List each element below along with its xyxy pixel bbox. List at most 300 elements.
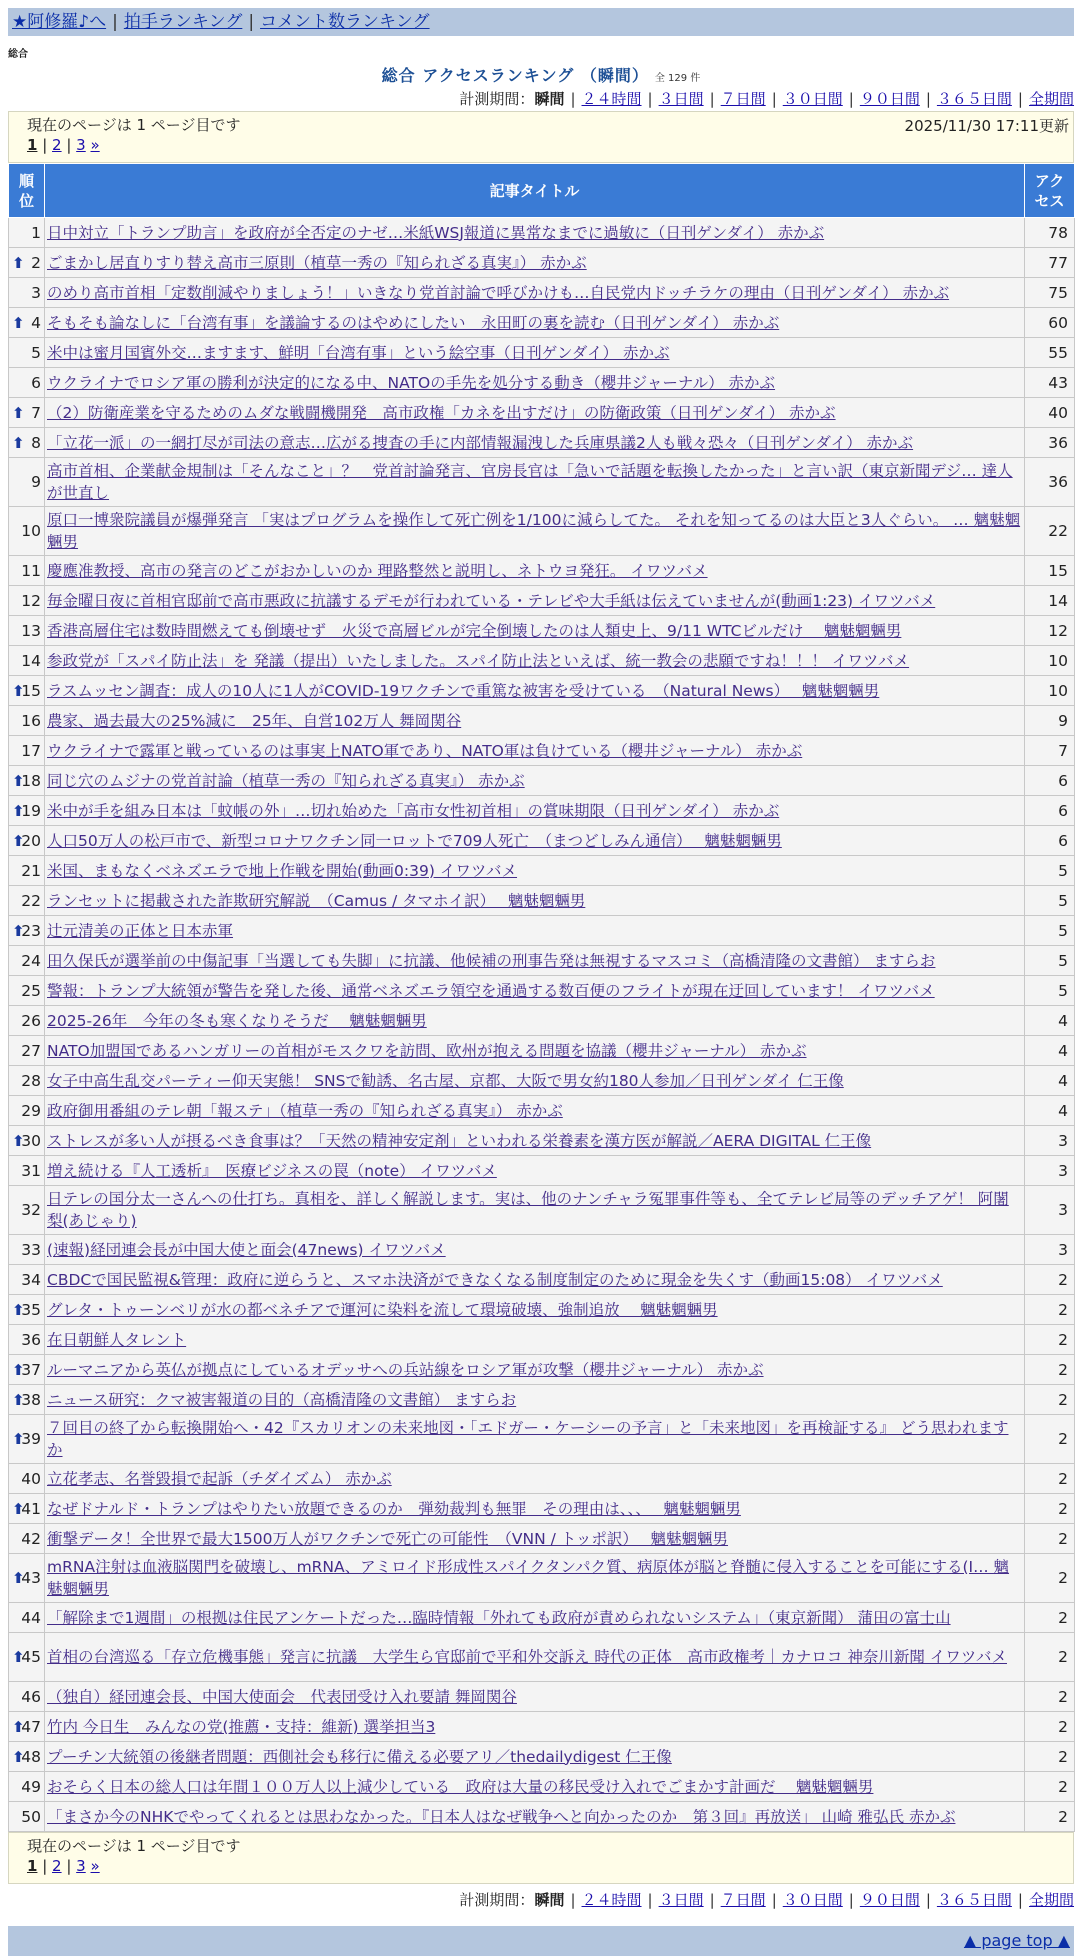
- rank-cell: [9, 676, 45, 706]
- article-title-link[interactable]: ラスムッセン調査：成人の10人に1人がCOVID-19ワクチンで重篤な被害を受けている （Natural News） 魑魅魍魎男: [47, 681, 880, 700]
- article-title-link[interactable]: 政府御用番組のテレ朝「報ステ」（植草一秀の『知られざる真実』） 赤かぶ: [47, 1101, 563, 1120]
- period-selector-top: [8, 87, 1074, 111]
- applause-ranking-link[interactable]: 拍手ランキング: [123, 12, 243, 32]
- rank-number: 20: [21, 831, 41, 850]
- title-cell: [45, 676, 1025, 706]
- rank-number: 21: [21, 861, 41, 880]
- access-count: 5: [1025, 946, 1075, 976]
- rank-cell: [9, 368, 45, 398]
- access-count: 2: [1025, 1325, 1075, 1355]
- period-option[interactable]: ３日間: [658, 90, 704, 108]
- table-row: [9, 976, 1075, 1006]
- access-count: 4: [1025, 1006, 1075, 1036]
- next-page-link[interactable]: »: [90, 1857, 100, 1875]
- title-cell: [45, 1415, 1025, 1464]
- rank-cell: [9, 976, 45, 1006]
- rank-number: 13: [21, 621, 41, 640]
- title-cell: [45, 1603, 1025, 1633]
- article-title-link[interactable]: 毎金曜日夜に首相官邸前で高市悪政に抗議するデモが行われている・テレビや大手紙は伝えていませんが(動画1:23) イワツバメ: [47, 591, 936, 610]
- table-row: [9, 1385, 1075, 1415]
- rank-number: 37: [21, 1360, 41, 1379]
- separator: |: [61, 1857, 77, 1875]
- rank-cell: [9, 916, 45, 946]
- rank-cell: [9, 616, 45, 646]
- title-cell: [45, 308, 1025, 338]
- current-page-number: 1: [27, 1857, 38, 1875]
- access-count: 2: [1025, 1295, 1075, 1325]
- rank-cell: [9, 1325, 45, 1355]
- title-cell: [45, 1126, 1025, 1156]
- rank-cell: [9, 1633, 45, 1682]
- access-count: 2: [1025, 1554, 1075, 1603]
- period-list: [534, 1891, 1074, 1909]
- up-arrow-icon: ⬆: [12, 1360, 25, 1379]
- rank-cell: [9, 1265, 45, 1295]
- article-title-link[interactable]: 辻元清美の正体と日本赤軍: [47, 921, 234, 940]
- rank-cell: [9, 1355, 45, 1385]
- rank-cell: [9, 1096, 45, 1126]
- access-count: 2: [1025, 1265, 1075, 1295]
- current-page-label: 現在のページは 1 ページ目です: [27, 1837, 241, 1855]
- rank-cell: [9, 278, 45, 308]
- rank-cell: [9, 398, 45, 428]
- separator: |: [647, 1891, 653, 1909]
- access-count: 5: [1025, 916, 1075, 946]
- title-cell: [45, 706, 1025, 736]
- access-count: 5: [1025, 856, 1075, 886]
- article-title-link[interactable]: 香港高層住宅は数時間燃えても倒壊せず 火災で高層ビルが完全倒壊したのは人類史上、9/11 WTCビルだけ 魑魅魍魎男: [47, 621, 902, 640]
- title-cell: [45, 556, 1025, 586]
- article-title-link[interactable]: 警報：トランプ大統領が警告を発した後、通常ベネズエラ領空を通過する数百便のフライトが現在迂回しています！ イワツバメ: [47, 981, 935, 1000]
- rank-cell: [9, 338, 45, 368]
- rank-number: 43: [21, 1569, 41, 1587]
- article-title-link[interactable]: 2025-26年 今年の冬も寒くなりそうだ 魑魅魍魎男: [47, 1011, 427, 1030]
- title-cell: [45, 1096, 1025, 1126]
- rank-cell: [9, 1554, 45, 1603]
- access-count: 7: [1025, 736, 1075, 766]
- table-row: [9, 1415, 1075, 1464]
- article-title-link[interactable]: 人口50万人の松戸市で、新型コロナワクチン同一ロットで709人死亡 （まつどしみん通信） 魑魅魍魎男: [47, 831, 782, 850]
- period-option[interactable]: ７日間: [720, 90, 766, 108]
- article-title-link[interactable]: 米中は蜜月国賓外交…ますます、鮮明「台湾有事」という絵空事（日刊ゲンダイ） 赤かぶ: [47, 343, 670, 362]
- current-page-number: 1: [27, 136, 38, 154]
- rank-number: 16: [21, 711, 41, 730]
- article-title-link[interactable]: ウクライナで露軍と戦っているのは事実上NATO軍であり、NATO軍は負けている（櫻井ジャーナル） 赤かぶ: [47, 741, 803, 760]
- period-option[interactable]: ３日間: [658, 1891, 704, 1909]
- title-cell: [45, 1712, 1025, 1742]
- table-row: [9, 1096, 1075, 1126]
- rank-number: 41: [21, 1499, 41, 1518]
- article-title-link[interactable]: グレタ・トゥーンベリが水の都ベネチアで運河に染料を流して環境破壊、強制追放 魑魅魍魎男: [47, 1300, 718, 1319]
- title-cell: [45, 586, 1025, 616]
- period-option[interactable]: ７日間: [720, 1891, 766, 1909]
- separator: |: [248, 12, 255, 32]
- rank-cell: [9, 556, 45, 586]
- separator: |: [771, 90, 777, 108]
- separator: |: [1017, 90, 1023, 108]
- up-arrow-icon: ⬆: [12, 313, 25, 332]
- rank-number: 36: [21, 1330, 41, 1349]
- title-cell: [45, 368, 1025, 398]
- rank-number: 49: [21, 1777, 41, 1796]
- page-title-row: [8, 65, 1074, 87]
- pagination-box-top: [8, 111, 1074, 163]
- rank-number: 33: [21, 1240, 41, 1259]
- article-title-link[interactable]: CBDCで国民監視&管理：政府に逆らうと、スマホ決済ができなくなる制度制定のために現金を失くす（動画15:08） イワツバメ: [47, 1270, 943, 1289]
- title-cell: [45, 1742, 1025, 1772]
- table-row: [9, 796, 1075, 826]
- rank-cell: [9, 886, 45, 916]
- asyura-home-link[interactable]: ★阿修羅♪へ: [12, 12, 107, 32]
- access-count: 40: [1025, 398, 1075, 428]
- rank-number: 38: [21, 1390, 41, 1409]
- title-cell: [45, 646, 1025, 676]
- ranking-table: [8, 163, 1075, 1832]
- article-title-link[interactable]: ニュース研究：クマ被害報道の目的（高橋清隆の文書館） ますらお: [47, 1390, 517, 1409]
- rank-number: 14: [21, 651, 41, 670]
- title-cell: [45, 1156, 1025, 1186]
- title-cell: [45, 946, 1025, 976]
- period-selector-bottom: [8, 1888, 1074, 1912]
- separator: |: [848, 90, 854, 108]
- access-count: 9: [1025, 706, 1075, 736]
- title-cell: [45, 1235, 1025, 1265]
- title-cell: [45, 766, 1025, 796]
- rank-number: 3: [31, 283, 41, 302]
- table-row: [9, 1633, 1075, 1682]
- title-cell: [45, 1682, 1025, 1712]
- period-option[interactable]: ３６５日間: [936, 1891, 1012, 1909]
- article-title-link[interactable]: 在日朝鮮人タレント: [47, 1330, 187, 1349]
- rank-cell: [9, 1603, 45, 1633]
- access-count: 14: [1025, 586, 1075, 616]
- page-link[interactable]: 3: [76, 136, 86, 154]
- access-count: 55: [1025, 338, 1075, 368]
- rank-number: 9: [31, 473, 41, 491]
- access-count: 10: [1025, 646, 1075, 676]
- page-link[interactable]: 3: [76, 1857, 86, 1875]
- article-title-link[interactable]: 日中対立「トランプ助言」を政府が全否定のナゼ…米紙WSJ報道に異常なまでに過敏に（日刊ゲンダイ） 赤かぶ: [47, 223, 825, 242]
- title-cell: [45, 976, 1025, 1006]
- table-row: [9, 218, 1075, 248]
- access-count: 5: [1025, 886, 1075, 916]
- article-title-link[interactable]: 田久保氏が選挙前の中傷記事「当選しても失脚」に抗議、他候補の刑事告発は無視するマスコミ（高橋清隆の文書館） ますらお: [47, 951, 936, 970]
- article-title-link[interactable]: mRNA注射は血液脳関門を破壊し、mRNA、アミロイド形成性スパイクタンパク質、病原体が脳と脊髄に侵入することを可能にする(I… 魑魅魍魎男: [47, 1558, 1010, 1598]
- table-row: [9, 1355, 1075, 1385]
- rank-number: 26: [21, 1011, 41, 1030]
- rank-cell: [9, 796, 45, 826]
- rank-number: 1: [31, 223, 41, 242]
- access-count: 5: [1025, 976, 1075, 1006]
- table-row: [9, 1464, 1075, 1494]
- article-title-link[interactable]: 参政党が「スパイ防止法」を 発議（提出）いたしました。スパイ防止法といえば、統一教会の悲願ですね！！！ イワツバメ: [47, 651, 910, 670]
- access-count: 2: [1025, 1772, 1075, 1802]
- access-count: 77: [1025, 248, 1075, 278]
- rank-number: 15: [21, 681, 41, 700]
- article-title-link[interactable]: ごまかし居直りすり替え高市三原則（植草一秀の『知られざる真実』） 赤かぶ: [47, 253, 587, 272]
- separator: |: [570, 1891, 576, 1909]
- title-cell: [45, 428, 1025, 458]
- table-row: [9, 646, 1075, 676]
- period-option[interactable]: ３０日間: [782, 1891, 843, 1909]
- title-cell: [45, 1385, 1025, 1415]
- table-row: [9, 946, 1075, 976]
- access-count: 3: [1025, 1186, 1075, 1235]
- up-arrow-icon: ⬆: [12, 1390, 25, 1409]
- up-arrow-icon: ⬆: [12, 1499, 25, 1518]
- title-cell: [45, 1524, 1025, 1554]
- access-count: 2: [1025, 1385, 1075, 1415]
- title-cell: [45, 1295, 1025, 1325]
- title-cell: [45, 1772, 1025, 1802]
- table-row: [9, 766, 1075, 796]
- total-count: 全 129 件: [654, 73, 701, 84]
- separator: |: [112, 12, 118, 32]
- article-title-link[interactable]: のめり高市首相「定数削減やりましょう！」いきなり党首討論で呼びかけも…自民党内ドッチラケの理由（日刊ゲンダイ） 赤かぶ: [47, 283, 950, 302]
- article-title-link[interactable]: 米国、まもなくベネズエラで地上作戦を開始(動画0:39) イワツバメ: [47, 861, 518, 880]
- article-title-link[interactable]: ストレスが多い人が摂るべき食事は？「天然の精神安定剤」といわれる栄養素を漢方医が解説／AERA DIGITAL 仁王像: [47, 1131, 872, 1150]
- article-title-link[interactable]: 増え続ける『人工透析』 医療ビジネスの罠（note） イワツバメ: [47, 1161, 497, 1180]
- rank-number: 46: [21, 1687, 41, 1706]
- period-option: 瞬間: [534, 90, 565, 108]
- article-title-link[interactable]: NATO加盟国であるハンガリーの首相がモスクワを訪問、欧州が抱える問題を協議（櫻井ジャーナル） 赤かぶ: [47, 1041, 807, 1060]
- table-row: [9, 736, 1075, 766]
- bottom-bar: [8, 1926, 1074, 1956]
- rank-cell: [9, 1295, 45, 1325]
- access-count: 3: [1025, 1156, 1075, 1186]
- table-row: [9, 1494, 1075, 1524]
- title-cell: [45, 218, 1025, 248]
- article-title-link[interactable]: 農家、過去最大の25%減に 25年、自営102万人 舞岡関谷: [47, 711, 462, 730]
- article-title-link[interactable]: 「解除まで1週間」の根拠は住民アンケートだった…臨時情報「外れても政府が責められないシステム」（東京新聞） 蒲田の富士山: [47, 1608, 951, 1627]
- access-count: 43: [1025, 368, 1075, 398]
- access-count: 2: [1025, 1802, 1075, 1832]
- rank-cell: [9, 1802, 45, 1832]
- rank-number: 40: [21, 1469, 41, 1488]
- rank-number: 24: [21, 951, 41, 970]
- rank-number: 23: [21, 921, 41, 940]
- article-title-link[interactable]: 原口一博衆院議員が爆弾発言 「実はプログラムを操作して死亡例を1/100に減らしてた。 それを知ってるのは大臣と3人ぐらい。 … 魑魅魍魎男: [47, 511, 1021, 551]
- rank-number: 8: [31, 433, 41, 452]
- article-title-link[interactable]: プーチン大統領の後継者問題：西側社会も移行に備える必要アリ／thedailydigest 仁王像: [47, 1747, 672, 1766]
- up-arrow-icon: ⬆: [12, 1430, 25, 1448]
- rank-cell: [9, 1235, 45, 1265]
- rank-number: 45: [21, 1648, 41, 1666]
- rank-number: 11: [21, 561, 41, 580]
- title-cell: [45, 248, 1025, 278]
- access-count: 2: [1025, 1355, 1075, 1385]
- rank-cell: [9, 706, 45, 736]
- article-title-link[interactable]: 日テレの国分太一さんへの仕打ち。真相を、詳しく解説します。実は、他のナンチャラ冤罪事件等も、全てテレビ局等のデッチアゲ！ 阿闍梨(あじゃり): [47, 1190, 1009, 1230]
- rank-cell: [9, 1682, 45, 1712]
- header-rank: 順位: [9, 164, 45, 218]
- article-title-link[interactable]: （独自）経団連会長、中国大使面会 代表団受け入れ要請 舞岡関谷: [47, 1687, 517, 1706]
- separator: |: [925, 1891, 931, 1909]
- article-title-link[interactable]: ランセットに掲載された詐欺研究解説 （Camus / タマホイ訳） 魑魅魍魎男: [47, 891, 586, 910]
- table-row: [9, 1036, 1075, 1066]
- title-cell: [45, 278, 1025, 308]
- title-cell: [45, 338, 1025, 368]
- table-row: [9, 1295, 1075, 1325]
- rank-cell: [9, 1126, 45, 1156]
- up-arrow-icon: ⬆: [12, 771, 25, 790]
- rank-number: 2: [31, 253, 41, 272]
- access-count: 4: [1025, 1066, 1075, 1096]
- period-option[interactable]: ２４時間: [581, 1891, 642, 1909]
- table-row: [9, 706, 1075, 736]
- article-title-link[interactable]: そもそも論なしに「台湾有事」を議論するのはやめにしたい 永田町の裏を読む（日刊ゲンダイ） 赤かぶ: [47, 313, 780, 332]
- table-row: [9, 338, 1075, 368]
- comment-ranking-link[interactable]: コメント数ランキング: [260, 12, 430, 32]
- title-cell: [45, 1464, 1025, 1494]
- page-top-link[interactable]: ▲ page top ▲: [963, 1931, 1070, 1950]
- separator: |: [771, 1891, 777, 1909]
- title-cell: [45, 1802, 1025, 1832]
- rank-number: 50: [21, 1807, 41, 1826]
- rank-number: 48: [21, 1747, 41, 1766]
- table-row: [9, 1603, 1075, 1633]
- table-row: [9, 1265, 1075, 1295]
- up-arrow-icon: ⬆: [12, 1747, 25, 1766]
- rank-cell: [9, 1036, 45, 1066]
- table-row: [9, 1712, 1075, 1742]
- separator: |: [61, 136, 77, 154]
- up-arrow-icon: ⬆: [12, 433, 25, 452]
- period-option[interactable]: ３６５日間: [936, 90, 1012, 108]
- period-list: [534, 90, 1074, 108]
- access-count: 36: [1025, 428, 1075, 458]
- current-page-label: 現在のページは 1 ページ目です: [27, 116, 241, 134]
- table-row: [9, 428, 1075, 458]
- article-title-link[interactable]: (速報)経団連会長が中国大使と面会(47news) イワツバメ: [47, 1240, 446, 1259]
- article-title-link[interactable]: 立花孝志、名誉毀損で起訴（チダイズム） 赤かぶ: [47, 1469, 392, 1488]
- table-row: [9, 368, 1075, 398]
- title-cell: [45, 1633, 1025, 1682]
- access-count: 10: [1025, 676, 1075, 706]
- rank-cell: [9, 1524, 45, 1554]
- next-page-link[interactable]: »: [90, 136, 100, 154]
- up-arrow-icon: ⬆: [12, 681, 25, 700]
- pagination-box-bottom: [8, 1832, 1074, 1884]
- article-title-link[interactable]: 慶應准教授、高市の発言のどこがおかしいのか 理路整然と説明し、ネトウヨ発狂。 イワツバメ: [47, 561, 708, 580]
- article-title-link[interactable]: 衝撃データ！全世界で最大1500万人がワクチンで死亡の可能性 （VNN / トッポ訳） 魑魅魍魎男: [47, 1529, 729, 1548]
- table-row: [9, 616, 1075, 646]
- rank-cell: [9, 1772, 45, 1802]
- access-count: 2: [1025, 1494, 1075, 1524]
- period-option[interactable]: ９０日間: [859, 90, 920, 108]
- period-option[interactable]: 全期間: [1028, 1891, 1074, 1909]
- rank-cell: [9, 458, 45, 507]
- access-count: 75: [1025, 278, 1075, 308]
- rank-number: 12: [21, 591, 41, 610]
- table-row: [9, 248, 1075, 278]
- access-count: 2: [1025, 1682, 1075, 1712]
- section-label: 総合: [8, 49, 28, 60]
- access-count: 2: [1025, 1464, 1075, 1494]
- rank-number: 31: [21, 1161, 41, 1180]
- table-row: [9, 856, 1075, 886]
- table-row: [9, 458, 1075, 507]
- access-count: 6: [1025, 826, 1075, 856]
- title-cell: [45, 1036, 1025, 1066]
- rank-number: 28: [21, 1071, 41, 1090]
- rank-number: 17: [21, 741, 41, 760]
- rank-number: 27: [21, 1041, 41, 1060]
- separator: |: [37, 1857, 53, 1875]
- rank-number: 5: [31, 343, 41, 362]
- article-title-link[interactable]: （2）防衛産業を守るためのムダな戦闘機開発 高市政権「カネを出すだけ」の防衛政策（日刊ゲンダイ） 赤かぶ: [47, 403, 836, 422]
- access-count: 36: [1025, 458, 1075, 507]
- title-cell: [45, 1554, 1025, 1603]
- period-option[interactable]: ２４時間: [581, 90, 642, 108]
- rank-number: 4: [31, 313, 41, 332]
- up-arrow-icon: ⬆: [12, 403, 25, 422]
- page-links: [27, 135, 1067, 155]
- period-label: 計測期間：: [459, 1891, 535, 1909]
- article-title-link[interactable]: 女子中高生乱交パーティー仰天実態！ SNSで勧誘、名古屋、京都、大阪で男女約180人参加／日刊ゲンダイ 仁王像: [47, 1071, 844, 1090]
- article-title-link[interactable]: 首相の台湾巡る「存立危機事態」発言に抗議 大学生ら官邸前で平和外交訴え 時代の正体 高市政権考｜カナロコ 神奈川新聞 イワツバメ: [47, 1648, 1007, 1666]
- rank-number: 47: [21, 1717, 41, 1736]
- article-title-link[interactable]: 同じ穴のムジナの党首討論（植草一秀の『知られざる真実』） 赤かぶ: [47, 771, 525, 790]
- table-row: [9, 556, 1075, 586]
- title-cell: [45, 1265, 1025, 1295]
- table-row: [9, 1066, 1075, 1096]
- rank-cell: [9, 428, 45, 458]
- period-option[interactable]: ９０日間: [859, 1891, 920, 1909]
- article-title-link[interactable]: 「立花一派」の一網打尽が司法の意志…広がる捜査の手に内部情報漏洩した兵庫県議2人も戦々恐々（日刊ゲンダイ） 赤かぶ: [47, 433, 914, 452]
- table-row: [9, 1682, 1075, 1712]
- rank-cell: [9, 1385, 45, 1415]
- rank-cell: [9, 308, 45, 338]
- article-title-link[interactable]: 「まさか今のNHKでやってくれるとは思わなかった。『日本人はなぜ戦争へと向かったのか 第３回』再放送」 山崎 雅弘氏 赤かぶ: [47, 1807, 956, 1826]
- period-option[interactable]: 全期間: [1028, 90, 1074, 108]
- article-title-link[interactable]: ウクライナでロシア軍の勝利が決定的になる中、NATOの手先を処分する動き（櫻井ジャーナル） 赤かぶ: [47, 373, 776, 392]
- title-cell: [45, 1006, 1025, 1036]
- table-row: [9, 886, 1075, 916]
- rank-number: 44: [21, 1608, 41, 1627]
- period-label: 計測期間：: [459, 90, 535, 108]
- title-cell: [45, 1066, 1025, 1096]
- article-title-link[interactable]: ７回目の終了から転換開始へ・42『スカリオンの未来地図・「エドガー・ケーシーの予言」と「未来地図」を再検証する』 どう思われますか: [47, 1419, 1009, 1459]
- access-count: 6: [1025, 796, 1075, 826]
- article-title-link[interactable]: 高市首相、企業献金規制は「そんなこと」？ 党首討論発言、官房長官は「急いで話題を転換したかった」と言い訳（東京新聞デジ… 達人が世直し: [47, 462, 1013, 502]
- article-title-link[interactable]: おそらく日本の総人口は年間１００万人以上減少している 政府は大量の移民受け入れでごまかす計画だ 魑魅魍魎男: [47, 1777, 874, 1796]
- article-title-link[interactable]: 竹内 今日生 みんなの党(推薦・支持：維新) 選挙担当3: [47, 1717, 436, 1736]
- rank-cell: [9, 507, 45, 556]
- access-count: 78: [1025, 218, 1075, 248]
- rank-cell: [9, 736, 45, 766]
- separator: |: [570, 90, 576, 108]
- rank-cell: [9, 1742, 45, 1772]
- page-link[interactable]: 2: [52, 136, 62, 154]
- rank-number: 35: [21, 1300, 41, 1319]
- page-link[interactable]: 2: [52, 1857, 62, 1875]
- separator: |: [709, 1891, 715, 1909]
- title-cell: [45, 856, 1025, 886]
- rank-number: 34: [21, 1270, 41, 1289]
- article-title-link[interactable]: なぜドナルド・トランプはやりたい放題できるのか 弾劾裁判も無罪 その理由は、、、 魑魅魍魎男: [47, 1499, 741, 1518]
- rank-cell: [9, 218, 45, 248]
- article-title-link[interactable]: 米中が手を組み日本は「蚊帳の外」…切れ始めた「高市女性初首相」の賞味期限（日刊ゲンダイ） 赤かぶ: [47, 801, 780, 820]
- title-cell: [45, 826, 1025, 856]
- table-row: [9, 1554, 1075, 1603]
- up-arrow-icon: ⬆: [12, 1131, 25, 1150]
- title-cell: [45, 458, 1025, 507]
- period-option[interactable]: ３０日間: [782, 90, 843, 108]
- access-count: 3: [1025, 1126, 1075, 1156]
- rank-number: 7: [31, 403, 41, 422]
- article-title-link[interactable]: ルーマニアから英仏が拠点にしているオデッサへの兵站線をロシア軍が攻撃（櫻井ジャーナル） 赤かぶ: [47, 1360, 764, 1379]
